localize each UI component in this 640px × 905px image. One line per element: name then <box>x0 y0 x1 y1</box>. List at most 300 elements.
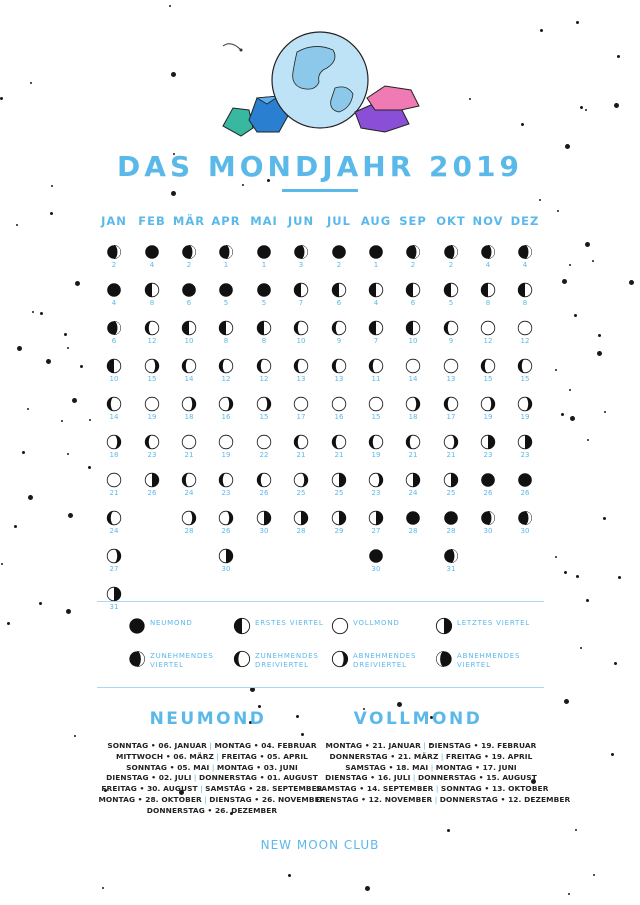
moon-phase-cell <box>473 282 503 312</box>
star-dot <box>593 874 595 876</box>
day-number: 28 <box>408 527 418 535</box>
day-number: 12 <box>259 375 269 383</box>
legend-label: VOLLMOND <box>353 619 400 627</box>
date-entry: DONNERSTAG • 26. DEZEMBER <box>146 805 278 815</box>
moon-phase-cell <box>286 472 316 502</box>
moon-phase-cell <box>249 358 279 388</box>
month-label: AUG <box>360 214 392 228</box>
moon-phase-cell <box>137 472 167 502</box>
day-number: 9 <box>448 337 454 345</box>
moon-phase-cell <box>249 434 279 464</box>
moon-wc-icon <box>181 244 197 260</box>
day-number: 11 <box>371 375 381 383</box>
date-line <box>97 784 327 795</box>
date-line <box>97 763 327 774</box>
star-dot <box>614 662 617 665</box>
title-underline <box>282 189 358 192</box>
date-line <box>97 773 327 784</box>
day-number: 31 <box>446 565 456 573</box>
day-number: 22 <box>259 451 269 459</box>
day-number: 6 <box>111 337 117 345</box>
date-entry: DIENSTAG • 02. JULI <box>106 773 192 783</box>
day-number: 30 <box>259 527 269 535</box>
date-entry: SONNTAG • 13. OKTOBER <box>440 784 549 794</box>
moon-phase-cell <box>436 244 466 274</box>
moon-wg-icon <box>293 320 309 336</box>
moon-fq-icon <box>233 617 251 635</box>
moon-phase-cell <box>99 510 129 540</box>
star-dot <box>586 599 589 602</box>
star-dot <box>585 109 587 111</box>
star-dot <box>301 733 304 736</box>
day-number: 13 <box>446 375 456 383</box>
date-line <box>97 806 327 817</box>
moon-phase-cell <box>398 320 428 350</box>
date-entry: MONTAG • 04. FEBRUAR <box>214 741 317 750</box>
star-dot <box>27 408 29 410</box>
moon-fq-icon <box>331 282 347 298</box>
date-entry: MONTAG • 21. JANUAR <box>325 741 421 750</box>
legend-label: ABNEHMENDES VIERTEL <box>457 652 521 669</box>
day-number: 14 <box>408 375 418 383</box>
moon-phase-cell <box>286 358 316 388</box>
star-dot <box>592 260 594 262</box>
moon-wc-icon <box>106 244 122 260</box>
star-dot <box>555 369 557 371</box>
day-number: 14 <box>109 413 119 421</box>
moon-wc-icon <box>106 320 122 336</box>
moon-lq-icon <box>144 472 160 488</box>
moon-phase-cell <box>510 434 540 464</box>
date-entry: SAMSTAG • 14. SEPTEMBER <box>316 784 434 794</box>
day-number: 9 <box>336 337 342 345</box>
moon-full-icon <box>331 396 347 412</box>
day-number: 5 <box>448 299 454 307</box>
legend-label: NEUMOND <box>150 619 193 627</box>
moon-phase-cell <box>249 244 279 274</box>
day-number: 25 <box>334 489 344 497</box>
moon-phase-cell <box>211 244 241 274</box>
day-number: 10 <box>184 337 194 345</box>
moon-phase-cell <box>211 358 241 388</box>
day-number: 12 <box>221 375 231 383</box>
moon-phase-cell <box>361 358 391 388</box>
footer-brand: NEW MOON CLUB <box>260 838 380 852</box>
day-number: 26 <box>483 489 493 497</box>
date-entry: SAMSTAG • 18. MAI <box>345 762 429 772</box>
star-dot <box>88 466 91 469</box>
moon-phase-cell <box>211 472 241 502</box>
moon-phase-cell <box>137 244 167 274</box>
star-dot <box>561 413 564 416</box>
legend-label: ABNEHMENDES DREIVIERTEL <box>353 652 417 669</box>
moon-phase-cell <box>436 396 466 426</box>
moon-lq-icon <box>405 472 421 488</box>
day-number: 28 <box>184 527 194 535</box>
moon-phase-cell <box>174 396 204 426</box>
day-number: 23 <box>221 489 231 497</box>
day-number: 23 <box>520 451 530 459</box>
date-separator: | <box>420 741 429 750</box>
moon-fq-icon <box>405 282 421 298</box>
moon-fg-icon <box>405 396 421 412</box>
date-separator: | <box>191 773 199 783</box>
day-number: 16 <box>334 413 344 421</box>
star-dot <box>16 224 18 226</box>
day-number: 27 <box>109 565 119 573</box>
day-number: 8 <box>223 337 229 345</box>
star-dot <box>569 264 571 266</box>
moon-phase-cell <box>361 244 391 274</box>
month-label: NOV <box>472 214 504 228</box>
day-number: 6 <box>410 299 416 307</box>
moon-new-icon <box>405 510 421 526</box>
month-label: JUL <box>327 214 351 228</box>
moon-phase-cell <box>473 358 503 388</box>
moon-lq-icon <box>331 510 347 526</box>
moon-fq-icon <box>443 282 459 298</box>
moon-phase-cell <box>249 472 279 502</box>
star-dot <box>64 333 67 336</box>
moon-phase-cell <box>324 510 354 540</box>
star-dot <box>540 29 543 32</box>
legend-label: ERSTES VIERTEL <box>255 619 324 627</box>
moon-phase-cell <box>510 244 540 274</box>
day-number: 21 <box>408 451 418 459</box>
star-dot <box>574 314 577 317</box>
moon-lq-icon <box>368 510 384 526</box>
moon-phase-cell <box>174 282 204 312</box>
star-dot <box>22 451 25 454</box>
month-label: OKT <box>436 214 466 228</box>
moon-phase-cell <box>361 282 391 312</box>
moon-fg-icon <box>181 396 197 412</box>
moon-phase-cell <box>473 244 503 274</box>
vollmond-date-list <box>316 741 571 806</box>
day-number: 25 <box>296 489 306 497</box>
star-dot <box>102 887 104 889</box>
moon-lq-icon <box>256 510 272 526</box>
moon-fq-icon <box>293 282 309 298</box>
star-dot <box>68 513 73 518</box>
date-entry: FREITAG • 30. AUGUST <box>101 784 198 794</box>
moon-phase-cell <box>137 320 167 350</box>
month-label: DEZ <box>510 214 540 228</box>
moon-wg-icon <box>218 358 234 374</box>
moon-wg-icon <box>331 358 347 374</box>
moon-phase-cell <box>99 548 129 578</box>
date-entry: FREITAG • 05. APRIL <box>221 751 308 761</box>
star-dot <box>580 647 582 649</box>
moon-fq-icon <box>106 358 122 374</box>
star-dot <box>564 699 569 704</box>
neumond-date-list <box>97 741 327 817</box>
day-number: 1 <box>223 261 229 269</box>
moon-lq-icon <box>218 548 234 564</box>
day-number: 16 <box>221 413 231 421</box>
moon-wc-icon <box>517 244 533 260</box>
moon-phase-cell <box>286 282 316 312</box>
star-dot <box>604 411 606 413</box>
star-dot <box>576 575 579 578</box>
day-number: 2 <box>336 261 342 269</box>
date-line <box>316 752 546 763</box>
moon-new-icon <box>331 244 347 260</box>
date-entry: DIENSTAG • 19. FEBRUAR <box>428 741 537 750</box>
star-dot <box>258 705 261 708</box>
moon-fq-icon <box>368 282 384 298</box>
star-dot <box>28 495 33 500</box>
moon-phase-cell <box>99 244 129 274</box>
moon-full-icon <box>106 472 122 488</box>
star-dot <box>30 82 32 84</box>
day-number: 15 <box>147 375 157 383</box>
moon-new-icon <box>368 548 384 564</box>
moon-new-icon <box>144 244 160 260</box>
moon-fq-icon <box>368 320 384 336</box>
moon-wg-icon <box>368 358 384 374</box>
star-dot <box>570 416 575 421</box>
date-separator: | <box>432 794 440 804</box>
star-dot <box>565 144 570 149</box>
moon-fg-icon <box>480 396 496 412</box>
date-entry: SAMSTAG • 28. SEPTEMBER <box>205 784 323 794</box>
day-number: 19 <box>371 451 381 459</box>
day-number: 4 <box>149 261 155 269</box>
day-number: 4 <box>522 261 528 269</box>
day-number: 2 <box>448 261 454 269</box>
moon-new-icon <box>443 510 459 526</box>
day-number: 17 <box>446 413 456 421</box>
moon-phase-cell <box>398 396 428 426</box>
date-line <box>316 773 546 784</box>
moon-phase-cell <box>137 358 167 388</box>
moon-fg-icon <box>106 548 122 564</box>
star-dot <box>555 556 557 558</box>
day-number: 2 <box>186 261 192 269</box>
day-number: 31 <box>109 603 119 611</box>
star-dot <box>32 311 34 313</box>
star-dot <box>521 123 524 126</box>
day-number: 10 <box>408 337 418 345</box>
day-number: 21 <box>109 489 119 497</box>
moon-phase-cell <box>398 472 428 502</box>
moon-wg-icon <box>144 320 160 336</box>
day-number: 26 <box>259 489 269 497</box>
star-dot <box>469 98 471 100</box>
moon-phase-cell <box>510 320 540 350</box>
moon-fq-icon <box>144 282 160 298</box>
star-dot <box>288 874 291 877</box>
moon-lq-icon <box>293 510 309 526</box>
moon-phase-cell <box>211 510 241 540</box>
moon-phase-cell <box>436 472 466 502</box>
day-number: 2 <box>410 261 416 269</box>
moon-lq-icon <box>517 434 533 450</box>
moon-phase-cell <box>249 320 279 350</box>
moon-phase-cell <box>174 510 204 540</box>
moon-crystals-illustration <box>205 28 435 138</box>
day-number: 19 <box>221 451 231 459</box>
moon-wc-icon <box>293 244 309 260</box>
month-label: MÄR <box>172 214 206 228</box>
day-number: 5 <box>261 299 267 307</box>
moon-phase-cell <box>211 434 241 464</box>
moon-wg-icon <box>443 320 459 336</box>
moon-new-icon <box>128 617 146 635</box>
day-number: 23 <box>483 451 493 459</box>
moon-phase-cell <box>249 396 279 426</box>
moon-phase-cell <box>99 396 129 426</box>
date-line <box>316 763 546 774</box>
day-number: 8 <box>261 337 267 345</box>
moon-phase-cell <box>99 434 129 464</box>
moon-wg-icon <box>443 396 459 412</box>
day-number: 18 <box>109 451 119 459</box>
moon-wg-icon <box>106 396 122 412</box>
date-entry: DIENSTAG • 16. JULI <box>325 773 411 783</box>
day-number: 30 <box>483 527 493 535</box>
day-number: 14 <box>184 375 194 383</box>
moon-phase-cell <box>324 320 354 350</box>
day-number: 26 <box>221 527 231 535</box>
month-label: SEP <box>399 214 427 228</box>
moon-phase-cell <box>324 358 354 388</box>
moon-fg-icon <box>106 434 122 450</box>
moon-wg-icon <box>106 510 122 526</box>
legend-top-divider <box>97 601 544 602</box>
star-dot <box>587 439 589 441</box>
star-dot <box>557 210 559 212</box>
date-separator: | <box>438 751 446 761</box>
day-number: 12 <box>147 337 157 345</box>
moon-new-icon <box>181 282 197 298</box>
moon-lq-icon <box>331 472 347 488</box>
moon-full-icon <box>405 358 421 374</box>
day-number: 23 <box>371 489 381 497</box>
day-number: 19 <box>147 413 157 421</box>
star-dot <box>575 829 577 831</box>
month-label: FEB <box>138 214 166 228</box>
moon-fq-icon <box>405 320 421 336</box>
moon-phase-cell <box>473 320 503 350</box>
day-number: 15 <box>483 375 493 383</box>
moon-phase-cell <box>436 434 466 464</box>
moon-fq-icon <box>181 320 197 336</box>
moon-wg-icon <box>517 358 533 374</box>
day-number: 4 <box>485 261 491 269</box>
star-dot <box>1 563 3 565</box>
moon-phase-cell <box>361 472 391 502</box>
day-number: 8 <box>149 299 155 307</box>
moon-fg-icon <box>517 396 533 412</box>
day-number: 6 <box>336 299 342 307</box>
moon-phase-cell <box>249 282 279 312</box>
moon-phase-cell <box>361 396 391 426</box>
day-number: 24 <box>408 489 418 497</box>
date-entry: SONNTAG • 05. MAI <box>126 762 210 772</box>
moon-phase-cell <box>211 548 241 578</box>
star-dot <box>617 55 620 58</box>
day-number: 4 <box>373 299 379 307</box>
moon-wg-icon <box>233 650 251 668</box>
date-entry: MONTAG • 28. OKTOBER <box>98 794 202 804</box>
moon-wc-icon <box>218 244 234 260</box>
moon-fq-icon <box>218 320 234 336</box>
moon-full-icon <box>368 396 384 412</box>
star-dot <box>397 702 402 707</box>
star-dot <box>39 602 42 605</box>
moon-new-icon <box>218 282 234 298</box>
legend-label: ZUNEHMENDES VIERTEL <box>150 652 214 669</box>
day-number: 30 <box>221 565 231 573</box>
day-number: 21 <box>334 451 344 459</box>
day-number: 12 <box>520 337 530 345</box>
moon-phase-cell <box>286 244 316 274</box>
star-dot <box>629 280 634 285</box>
day-number: 30 <box>520 527 530 535</box>
moon-phase-cell <box>436 548 466 578</box>
moon-phase-cell <box>174 358 204 388</box>
month-label: APR <box>211 214 241 228</box>
moon-phase-cell <box>361 548 391 578</box>
star-dot <box>618 576 621 579</box>
moon-wg-icon <box>293 434 309 450</box>
day-number: 23 <box>147 451 157 459</box>
date-separator: | <box>428 762 436 772</box>
day-number: 27 <box>371 527 381 535</box>
moon-phase-cell <box>436 510 466 540</box>
moon-full-icon <box>480 320 496 336</box>
date-line <box>316 741 546 752</box>
moon-wg-icon <box>368 434 384 450</box>
date-entry: MONTAG • 17. JUNI <box>435 762 517 772</box>
moon-phase-cell <box>398 244 428 274</box>
moon-phase-cell <box>473 396 503 426</box>
day-number: 24 <box>184 489 194 497</box>
moon-new-icon <box>106 282 122 298</box>
star-dot <box>67 453 69 455</box>
month-label: MAI <box>250 214 278 228</box>
moon-phase-cell <box>361 434 391 464</box>
day-number: 8 <box>485 299 491 307</box>
moon-phase-cell <box>324 396 354 426</box>
moon-wg-icon <box>331 320 347 336</box>
star-dot <box>89 419 91 421</box>
moon-wc-icon <box>443 548 459 564</box>
star-dot <box>568 893 570 895</box>
moon-full-icon <box>443 358 459 374</box>
star-dot <box>66 609 71 614</box>
moon-phase-cell <box>324 282 354 312</box>
star-dot <box>564 571 567 574</box>
moon-wg-icon <box>181 472 197 488</box>
moon-wg-icon <box>480 358 496 374</box>
date-separator: | <box>197 784 206 794</box>
moon-full-icon <box>181 434 197 450</box>
star-dot <box>569 389 571 391</box>
moon-wg-icon <box>331 434 347 450</box>
day-number: 21 <box>184 451 194 459</box>
date-entry: FREITAG • 19. APRIL <box>445 751 533 761</box>
moon-wc-icon <box>443 244 459 260</box>
date-entry: MITTWOCH • 06. MÄRZ <box>116 751 214 761</box>
moon-phase-cell <box>249 510 279 540</box>
day-number: 3 <box>298 261 304 269</box>
date-entry: DONNERSTAG • 12. DEZEMBER <box>439 794 571 804</box>
moon-new-icon <box>480 472 496 488</box>
moon-lq-icon <box>106 586 122 602</box>
